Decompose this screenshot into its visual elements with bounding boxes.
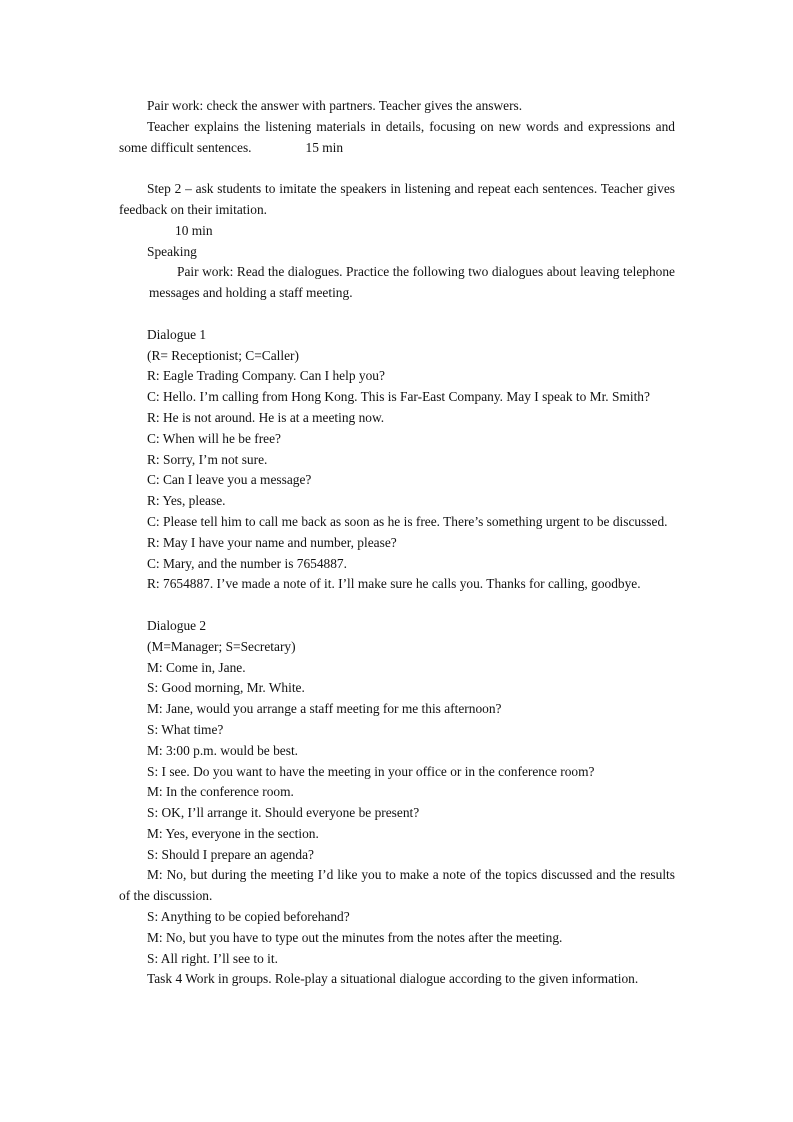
- dialogue1-line: R: He is not around. He is at a meeting now.: [147, 409, 385, 425]
- dialogue2-line: M: 3:00 p.m. would be best.: [147, 742, 299, 758]
- dialogue1-line: R: Eagle Trading Company. Can I help you?: [147, 368, 385, 384]
- page-content: [119, 96, 675, 990]
- dialogue1-line: R: Sorry, I’m not sure.: [147, 451, 268, 467]
- pair-work-paragraph: Pair work: check the answer with partners. Teacher gives the answers.: [147, 98, 523, 113]
- step2-paragraph: Step 2 – ask students to imitate the speakers in listening and repeat each sentences. Teacher gives feedback on their imitation.: [119, 181, 675, 217]
- dialogue2-line: S: I see. Do you want to have the meeting in your office or in the conference room?: [147, 763, 595, 779]
- dialogue2-line: M: Come in, Jane.: [147, 659, 246, 675]
- spacer: [119, 595, 675, 616]
- speaking-paragraph: [119, 242, 675, 304]
- dialogue1-line: R: May I have your name and number, please?: [147, 534, 397, 550]
- dialogue2-line: M: No, but you have to type out the minutes from the notes after the meeting.: [147, 929, 563, 945]
- spacer: [119, 158, 675, 179]
- dialogue1-line: R: 7654887. I’ve made a note of it. I’ll make sure he calls you. Thanks for calling, goodbye.: [147, 576, 641, 592]
- teacher-explains-text: Teacher explains the listening materials in details, focusing on new words and expressions and some difficult sentences.: [119, 118, 675, 155]
- dialogue1-title: Dialogue 1: [147, 326, 207, 342]
- dialogue2-line: M: Jane, would you arrange a staff meeting for me this afternoon?: [147, 701, 502, 717]
- dialogue1-line: C: Mary, and the number is 7654887.: [147, 555, 347, 571]
- dialogue2-line: M: In the conference room.: [147, 784, 294, 800]
- dialogue2-line: S: Should I prepare an agenda?: [147, 846, 314, 862]
- teacher-explains-paragraph: [119, 117, 675, 159]
- dialogue2-line: S: Good morning, Mr. White.: [147, 680, 305, 696]
- dialogue2-line: M: No, but during the meeting I’d like you to make a note of the topics discussed and the results of the discussion.: [119, 867, 675, 904]
- dialogue1-line: C: Hello. I’m calling from Hong Kong. This is Far-East Company. May I speak to Mr. Smith?: [147, 389, 650, 405]
- dialogue1-legend: (R= Receptionist; C=Caller): [147, 347, 299, 363]
- dialogue2-line: S: Anything to be copied beforehand?: [147, 909, 350, 925]
- time-10-min: 10 min: [175, 222, 213, 238]
- dialogue2-line: S: OK, I’ll arrange it. Should everyone be present?: [147, 805, 420, 821]
- time-15-min: 15 min: [305, 139, 344, 155]
- speaking-text: Pair work: Read the dialogues. Practice the following two dialogues about leaving telephone messages and holding a staff meeting.: [149, 264, 675, 301]
- dialogue2-title: Dialogue 2: [147, 617, 207, 633]
- dialogue1-line: C: When will he be free?: [147, 430, 281, 446]
- dialogue1-line: R: Yes, please.: [147, 493, 226, 509]
- dialogue2-line: S: All right. I’ll see to it.: [147, 950, 278, 966]
- dialogue2-line: M: Yes, everyone in the section.: [147, 825, 319, 841]
- dialogue1-line: C: Can I leave you a message?: [147, 472, 312, 488]
- task4-paragraph: Task 4 Work in groups. Role-play a situational dialogue according to the given information.: [147, 971, 639, 987]
- spacer: [119, 304, 675, 325]
- dialogue2-legend: (M=Manager; S=Secretary): [147, 638, 296, 654]
- dialogue2-line: S: What time?: [147, 721, 224, 737]
- speaking-label: Speaking: [147, 243, 197, 259]
- dialogue1-line: C: Please tell him to call me back as soon as he is free. There’s something urgent to be discussed.: [147, 513, 668, 529]
